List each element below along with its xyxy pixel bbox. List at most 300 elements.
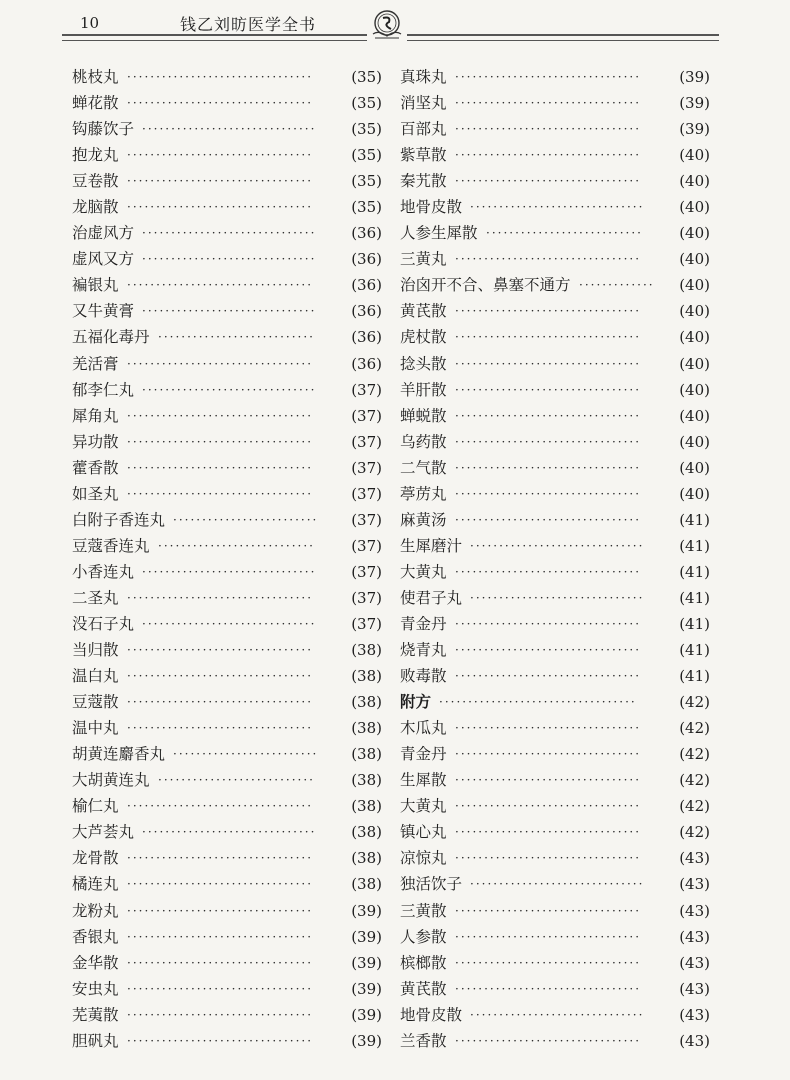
toc-entry — [72, 377, 382, 403]
leader-dots: ······························ — [142, 122, 317, 137]
toc-entry-page: (37) — [351, 562, 382, 581]
toc-entry — [400, 1002, 710, 1028]
toc-entry — [400, 819, 710, 845]
toc-entry-title: 豆卷散 — [72, 172, 119, 191]
toc-entry-page: (37) — [351, 614, 382, 633]
toc-entry-title: 凉惊丸 — [400, 849, 447, 868]
toc-entry-page: (39) — [679, 120, 710, 139]
toc-entry-page: (39) — [679, 68, 710, 86]
toc-entry — [400, 272, 710, 298]
toc-entry — [72, 403, 382, 429]
leader-dots: ································ — [127, 70, 314, 84]
toc-entry — [72, 871, 382, 897]
toc-entry — [400, 871, 710, 897]
header-rule-left — [62, 34, 367, 41]
toc-entry — [400, 924, 710, 950]
toc-entry — [72, 351, 382, 377]
toc-entry-page: (35) — [351, 146, 382, 165]
toc-entry — [400, 950, 710, 976]
toc-entry-page: (38) — [351, 849, 382, 868]
toc-entry-page: (43) — [679, 901, 710, 920]
toc-entry — [400, 845, 710, 871]
leader-dots: ································ — [455, 616, 642, 631]
leader-dots: ································ — [455, 382, 642, 397]
toc-entry-page: (43) — [679, 927, 710, 946]
toc-right-column — [400, 64, 710, 1054]
toc-entry — [72, 585, 382, 611]
toc-entry — [72, 116, 382, 142]
toc-entry-title: 三黄丸 — [400, 250, 447, 269]
page-header — [60, 8, 720, 44]
leader-dots: ································ — [127, 486, 314, 501]
toc-entry-title: 褊银丸 — [72, 276, 119, 295]
leader-dots: ································ — [455, 669, 642, 684]
leader-dots: ································ — [455, 356, 642, 371]
toc-entry-page: (41) — [679, 510, 710, 529]
toc-entry-page: (37) — [351, 588, 382, 607]
toc-entry-page: (41) — [679, 588, 710, 607]
toc-entry — [400, 116, 710, 142]
toc-entry — [400, 533, 710, 559]
toc-entry — [400, 455, 710, 481]
leader-dots: ······························ — [142, 825, 317, 840]
toc-entry-title: 地骨皮散 — [400, 198, 463, 217]
toc-entry-title: 羌活膏 — [72, 354, 119, 373]
toc-entry — [72, 507, 382, 533]
leader-dots: ································ — [455, 304, 642, 319]
toc-entry — [400, 793, 710, 819]
toc-entry-page: (36) — [351, 328, 382, 347]
toc-entry-page: (40) — [679, 250, 710, 269]
leader-dots: ································ — [127, 148, 314, 163]
leader-dots: ································ — [127, 851, 314, 866]
toc-entry — [400, 220, 710, 246]
toc-entry-title: 兰香散 — [400, 1031, 447, 1050]
leader-dots: ································ — [455, 460, 642, 475]
toc-entry-page: (35) — [351, 94, 382, 113]
leader-dots: ························· — [173, 747, 319, 762]
toc-entry-title: 槟榔散 — [400, 953, 447, 972]
leader-dots: ································ — [127, 1007, 314, 1022]
page-number: 10 — [80, 14, 100, 32]
leader-dots: ············· — [579, 278, 655, 293]
toc-entry-title: 独活饮子 — [400, 875, 463, 894]
toc-entry-title: 安虫丸 — [72, 979, 119, 998]
toc-entry — [72, 559, 382, 585]
toc-entry-page: (39) — [351, 953, 382, 972]
toc-entry-title: 生犀散 — [400, 771, 447, 790]
toc-entry-page: (36) — [351, 276, 382, 295]
toc-entry-page: (35) — [351, 120, 382, 139]
toc-entry-title: 钩藤饮子 — [72, 120, 135, 139]
toc-entry-page: (36) — [351, 250, 382, 269]
toc-entry — [400, 611, 710, 637]
toc-entry-page: (38) — [351, 719, 382, 738]
leader-dots: ······························ — [142, 564, 317, 579]
toc-entry-page: (40) — [679, 198, 710, 217]
leader-dots: ································ — [127, 721, 314, 736]
leader-dots: ································ — [455, 825, 642, 840]
toc-entry-title: 青金丹 — [400, 745, 447, 764]
toc-entry-page: (39) — [351, 927, 382, 946]
leader-dots: ································ — [127, 174, 314, 189]
toc-entry-title: 大芦荟丸 — [72, 823, 135, 842]
toc-entry — [400, 64, 710, 90]
toc-entry-page: (39) — [351, 901, 382, 920]
header-rule-right — [407, 34, 719, 41]
toc-entry-page: (37) — [351, 536, 382, 555]
toc-entry — [72, 793, 382, 819]
toc-entry-title: 败毒散 — [400, 667, 447, 686]
toc-entry-page: (37) — [351, 484, 382, 503]
toc-entry-page: (39) — [679, 94, 710, 113]
toc-entry — [400, 741, 710, 767]
toc-entry — [72, 611, 382, 637]
toc-entry — [400, 351, 710, 377]
toc-entry-title: 芜荑散 — [72, 1005, 119, 1024]
toc-entry-page: (39) — [351, 979, 382, 998]
toc-entry-page: (40) — [679, 302, 710, 321]
leader-dots: ································ — [455, 70, 642, 84]
toc-entry — [72, 533, 382, 559]
toc-entry — [72, 663, 382, 689]
toc-entry — [400, 298, 710, 324]
toc-entry-title: 镇心丸 — [400, 823, 447, 842]
toc-entry — [72, 481, 382, 507]
toc-entry — [400, 429, 710, 455]
leader-dots: ································ — [127, 460, 314, 475]
toc-entry-page: (36) — [351, 302, 382, 321]
toc-entry-page: (35) — [351, 68, 382, 86]
leader-dots: ································ — [127, 955, 314, 970]
toc-entry-title: 香银丸 — [72, 927, 119, 946]
leader-dots: ······························ — [470, 590, 645, 605]
toc-entry — [400, 168, 710, 194]
leader-dots: ································ — [455, 773, 642, 788]
toc-entry-page: (38) — [351, 693, 382, 712]
leader-dots: ································ — [455, 434, 642, 449]
toc-entry-title: 桃枝丸 — [72, 68, 119, 86]
toc-entry-title: 当归散 — [72, 641, 119, 660]
toc-entry-title: 抱龙丸 — [72, 146, 119, 165]
toc-entry — [72, 246, 382, 272]
toc-entry — [72, 194, 382, 220]
toc-entry-page: (43) — [679, 953, 710, 972]
leader-dots: ································ — [127, 200, 314, 215]
toc-entry-title: 胡黄连麝香丸 — [72, 745, 166, 764]
leader-dots: ································ — [455, 721, 642, 736]
toc-entry-title: 榆仁丸 — [72, 797, 119, 816]
toc-entry-page: (42) — [679, 693, 710, 712]
toc-entry — [400, 689, 710, 715]
leader-dots: ································ — [455, 981, 642, 996]
toc-entry-page: (41) — [679, 536, 710, 555]
toc-entry-title: 百部丸 — [400, 120, 447, 139]
toc-entry-page: (37) — [351, 510, 382, 529]
leader-dots: ································ — [127, 695, 314, 710]
toc-entry-page: (40) — [679, 172, 710, 191]
toc-entry — [400, 976, 710, 1002]
leader-dots: ································ — [455, 564, 642, 579]
toc-entry — [72, 90, 382, 116]
toc-entry-page: (38) — [351, 667, 382, 686]
leader-dots: ························· — [173, 512, 319, 527]
toc-entry-page: (38) — [351, 823, 382, 842]
toc-entry — [400, 898, 710, 924]
toc-entry-page: (42) — [679, 719, 710, 738]
toc-entry-page: (42) — [679, 745, 710, 764]
leader-dots: ································ — [127, 434, 314, 449]
toc-entry-title: 金华散 — [72, 953, 119, 972]
leader-dots: ································ — [127, 278, 314, 293]
toc-entry — [400, 194, 710, 220]
toc-entry-title: 人参散 — [400, 927, 447, 946]
toc-entry-page: (43) — [679, 1031, 710, 1050]
toc-entry-page: (41) — [679, 641, 710, 660]
toc-entry-title: 藿香散 — [72, 458, 119, 477]
toc-entry — [400, 585, 710, 611]
toc-entry-title: 温中丸 — [72, 719, 119, 738]
toc-entry — [400, 324, 710, 350]
toc-entry-title: 豆蔻香连丸 — [72, 536, 150, 555]
toc-entry — [400, 715, 710, 741]
toc-entry-page: (43) — [679, 1005, 710, 1024]
toc-left-column — [72, 64, 382, 1054]
toc-entry-title: 三黄散 — [400, 901, 447, 920]
toc-entry-title: 龙脑散 — [72, 198, 119, 217]
toc-entry-page: (40) — [679, 146, 710, 165]
toc-entry — [400, 637, 710, 663]
leader-dots: ································ — [127, 590, 314, 605]
leader-dots: ································ — [455, 955, 642, 970]
leader-dots: ·································· — [439, 695, 637, 710]
toc-entry-title: 真珠丸 — [400, 68, 447, 86]
leader-dots: ································ — [455, 747, 642, 762]
toc-entry-page: (38) — [351, 641, 382, 660]
toc-entry — [400, 246, 710, 272]
toc-entry-title: 消坚丸 — [400, 94, 447, 113]
leader-dots: ································ — [455, 903, 642, 918]
leader-dots: ································ — [455, 1033, 642, 1048]
toc-entry-title: 青金丹 — [400, 614, 447, 633]
toc-entry — [72, 976, 382, 1002]
toc-entry-title: 二圣丸 — [72, 588, 119, 607]
toc-entry-title: 犀角丸 — [72, 406, 119, 425]
leader-dots: ································ — [455, 330, 642, 345]
leader-dots: ································ — [127, 981, 314, 996]
toc-entry-title: 胆矾丸 — [72, 1031, 119, 1050]
toc-entry-page: (43) — [679, 979, 710, 998]
toc-entry-page: (38) — [351, 771, 382, 790]
toc-entry-page: (40) — [679, 458, 710, 477]
toc-entry-title: 龙骨散 — [72, 849, 119, 868]
leader-dots: ··························· — [158, 773, 315, 788]
toc-entry — [72, 1002, 382, 1028]
toc-entry-title: 蝉蜕散 — [400, 406, 447, 425]
toc-entry-page: (42) — [679, 771, 710, 790]
toc-entry — [72, 767, 382, 793]
toc-entry — [72, 455, 382, 481]
toc-entry — [72, 819, 382, 845]
toc-entry-title: 没石子丸 — [72, 614, 135, 633]
toc-entry-page: (41) — [679, 562, 710, 581]
toc-entry-title: 附方 — [400, 692, 432, 712]
leader-dots: ································ — [455, 174, 642, 189]
leader-dots: ······························ — [142, 226, 317, 241]
toc-entry-page: (38) — [351, 797, 382, 816]
leader-dots: ································ — [455, 408, 642, 423]
toc-entry — [400, 481, 710, 507]
book-title: 钱乙刘昉医学全书 — [180, 15, 317, 34]
toc-entry-page: (42) — [679, 797, 710, 816]
leader-dots: ································ — [455, 148, 642, 163]
toc-entry-page: (41) — [679, 667, 710, 686]
toc-entry-title: 五福化毒丹 — [72, 328, 150, 347]
toc-entry — [400, 663, 710, 689]
leader-dots: ································ — [455, 851, 642, 866]
toc-entry — [72, 637, 382, 663]
toc-entry — [72, 298, 382, 324]
leader-dots: ······························ — [142, 304, 317, 319]
toc-entry-title: 生犀磨汁 — [400, 536, 463, 555]
leader-dots: ································ — [127, 408, 314, 423]
leader-dots: ··························· — [158, 538, 315, 553]
leader-dots: ··························· — [158, 330, 315, 345]
leader-dots: ································ — [127, 929, 314, 944]
leader-dots: ································ — [455, 486, 642, 501]
publisher-emblem-icon — [369, 8, 405, 42]
toc-entry — [400, 559, 710, 585]
toc-entry-page: (37) — [351, 406, 382, 425]
toc-entry — [72, 220, 382, 246]
toc-entry-page: (39) — [351, 1031, 382, 1050]
leader-dots: ································ — [127, 903, 314, 918]
toc-entry-page: (38) — [351, 745, 382, 764]
leader-dots: ······························ — [142, 616, 317, 631]
toc-entry-title: 又牛黄膏 — [72, 302, 135, 321]
leader-dots: ································ — [455, 96, 642, 111]
leader-dots: ································ — [455, 252, 642, 267]
toc-entry-page: (40) — [679, 328, 710, 347]
toc-entry — [72, 142, 382, 168]
toc-entry — [400, 403, 710, 429]
toc-entry-title: 烧青丸 — [400, 641, 447, 660]
toc-entry-page: (40) — [679, 432, 710, 451]
toc-entry — [400, 90, 710, 116]
toc-entry — [72, 429, 382, 455]
leader-dots: ······························ — [470, 877, 645, 892]
toc-entry-title: 黄芪散 — [400, 302, 447, 321]
toc-entry-title: 地骨皮散 — [400, 1005, 463, 1024]
toc-entry-title: 小香连丸 — [72, 562, 135, 581]
toc-entry — [72, 741, 382, 767]
toc-entry-title: 捻头散 — [400, 354, 447, 373]
toc-entry-page: (40) — [679, 354, 710, 373]
toc-entry — [400, 507, 710, 533]
leader-dots: ······························ — [470, 1007, 645, 1022]
toc-entry-page: (40) — [679, 406, 710, 425]
toc-entry-page: (35) — [351, 198, 382, 217]
toc-entry-page: (40) — [679, 380, 710, 399]
toc-entry-page: (42) — [679, 823, 710, 842]
toc-entry — [72, 924, 382, 950]
toc-entry — [72, 168, 382, 194]
toc-entry-title: 黄芪散 — [400, 979, 447, 998]
toc-entry — [400, 142, 710, 168]
leader-dots: ································ — [127, 1033, 314, 1048]
toc-entry-title: 大黄丸 — [400, 562, 447, 581]
leader-dots: ································ — [455, 122, 642, 137]
toc-entry-title: 治虚风方 — [72, 224, 135, 243]
toc-entry-title: 二气散 — [400, 458, 447, 477]
toc-entry — [72, 324, 382, 350]
toc-entry — [72, 715, 382, 741]
toc-entry-page: (36) — [351, 354, 382, 373]
toc-entry-title: 白附子香连丸 — [72, 510, 166, 529]
toc-entry-page: (43) — [679, 875, 710, 894]
toc-entry — [72, 950, 382, 976]
toc-entry-title: 大黄丸 — [400, 797, 447, 816]
leader-dots: ······························ — [470, 538, 645, 553]
toc-entry-page: (37) — [351, 458, 382, 477]
leader-dots: ······························ — [470, 200, 645, 215]
leader-dots: ································ — [127, 799, 314, 814]
toc-entry-title: 麻黄汤 — [400, 510, 447, 529]
toc-entry-title: 葶苈丸 — [400, 484, 447, 503]
toc-entry-title: 治囟开不合、鼻塞不通方 — [400, 276, 571, 295]
toc-entry-page: (41) — [679, 614, 710, 633]
toc-entry-page: (40) — [679, 276, 710, 295]
toc-entry-title: 郁李仁丸 — [72, 380, 135, 399]
toc-entry-title: 人参生犀散 — [400, 224, 478, 243]
toc-entry-page: (38) — [351, 875, 382, 894]
toc-entry — [72, 898, 382, 924]
toc-entry-title: 使君子丸 — [400, 588, 463, 607]
leader-dots: ································ — [127, 669, 314, 684]
leader-dots: ································ — [127, 356, 314, 371]
toc-entry-title: 虚风又方 — [72, 250, 135, 269]
leader-dots: ································ — [455, 799, 642, 814]
toc-entry — [72, 845, 382, 871]
leader-dots: ··························· — [486, 226, 643, 241]
toc-entry-page: (36) — [351, 224, 382, 243]
toc-entry-title: 秦艽散 — [400, 172, 447, 191]
toc-entry-title: 异功散 — [72, 432, 119, 451]
toc-entry — [400, 1028, 710, 1054]
toc-entry-page: (37) — [351, 380, 382, 399]
leader-dots: ································ — [455, 929, 642, 944]
toc-entry-title: 橘连丸 — [72, 875, 119, 894]
toc-entry-title: 豆蔻散 — [72, 693, 119, 712]
toc-entry-title: 虎杖散 — [400, 328, 447, 347]
leader-dots: ································ — [127, 877, 314, 892]
leader-dots: ······························ — [142, 382, 317, 397]
toc-entry-title: 木瓜丸 — [400, 719, 447, 738]
toc-entry-page: (35) — [351, 172, 382, 191]
toc-entry — [72, 1028, 382, 1054]
toc-entry-title: 羊肝散 — [400, 380, 447, 399]
leader-dots: ································ — [455, 512, 642, 527]
toc-entry-page: (43) — [679, 849, 710, 868]
toc-entry — [400, 377, 710, 403]
leader-dots: ······························ — [142, 252, 317, 267]
toc-entry-title: 龙粉丸 — [72, 901, 119, 920]
toc-entry-page: (40) — [679, 224, 710, 243]
toc-entry-page: (40) — [679, 484, 710, 503]
leader-dots: ································ — [455, 643, 642, 658]
toc-entry — [400, 767, 710, 793]
toc-entry-title: 乌药散 — [400, 432, 447, 451]
